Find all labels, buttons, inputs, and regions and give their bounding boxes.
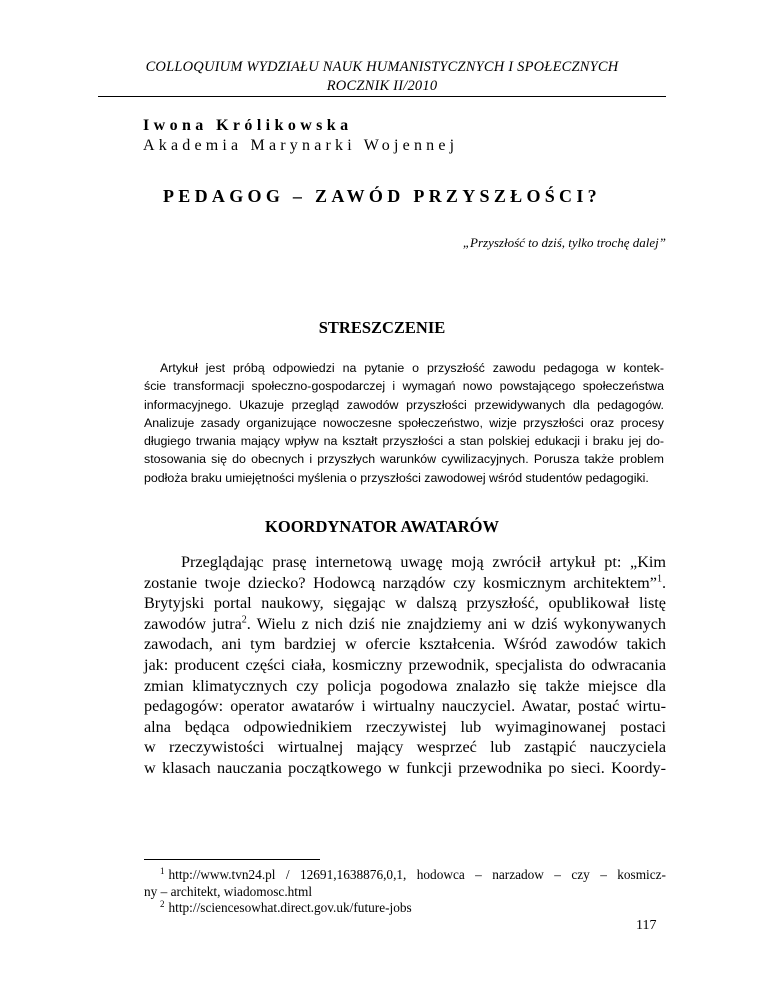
- abstract-line: podłoża braku umiejętności myślenia o przyszłości zawodowej wśród studentów pedagogiki.: [144, 470, 649, 485]
- body-line: Brytyjski portal naukowy, sięgając w dalszą przyszłość, opublikował listę: [144, 594, 666, 613]
- header-rule: [98, 96, 666, 97]
- body-line-text: zostanie twoje dziecko? Hodowcą narządów czy kosmicznym architektem”: [144, 573, 657, 592]
- footnote-mark: 2: [160, 898, 165, 909]
- body-line: w klasach nauczania początkowego w funkcji przewodnika po sieci. Koordy-: [144, 758, 666, 777]
- footnote-link[interactable]: http://www.tvn24.pl / 12691,1638876,0,1, hodowca – narzadow – czy – kosmicz-: [168, 867, 666, 882]
- body-line: [144, 573, 666, 594]
- footnote-ref-2[interactable]: 2: [241, 614, 247, 626]
- abstract-line: stosowania się do obecnych i przyszłych warunków cywilizacyjnych. Porusza także problem: [144, 452, 664, 467]
- footnote-1: [144, 867, 666, 884]
- footnotes: [144, 867, 666, 917]
- journal-volume: ROCZNIK II/2010: [326, 78, 438, 94]
- body-line-text: zawodów jutra: [144, 614, 242, 633]
- article-title: PEDAGOG – ZAWÓD PRZYSZŁOŚCI?: [163, 186, 601, 206]
- journal-header: [98, 58, 666, 96]
- footnote-mark: 1: [160, 865, 165, 876]
- abstract-heading: STRESZCZENIE: [318, 318, 446, 337]
- body-line: zmian klimatycznych czy policja pogodowa znalazło się także miejsce dla: [144, 676, 666, 695]
- footnote-separator: [144, 859, 320, 860]
- footnote-1-continued[interactable]: ny – architekt, wiadomosc.html: [144, 883, 313, 899]
- body-line-text: . Wielu z nich dziś nie znajdziemy ani w dziś wykonywanych: [246, 614, 666, 633]
- footnote-ref-1[interactable]: 1: [656, 573, 662, 585]
- section-heading: KOORDYNATOR AWATARÓW: [265, 517, 499, 536]
- abstract-line: długiego trwania mający wpływ na kształt przyszłości a stan polskiej edukacji i braku jej do-: [144, 434, 664, 449]
- footnote-link[interactable]: http://sciencesowhat.direct.gov.uk/future-jobs: [168, 900, 412, 915]
- page-number: 117: [636, 918, 657, 933]
- body-line: pedagogów: operator awatarów i wirtualny nauczyciel. Awatar, postać wirtu-: [144, 697, 666, 716]
- footnote-2: [144, 900, 666, 917]
- abstract-line: ście transformacji społeczno-gospodarczej i wymagań nowo powstającego społeczeństwa: [144, 379, 664, 394]
- journal-title: COLLOQUIUM WYDZIAŁU NAUK HUMANISTYCZNYCH I SPOŁECZNYCH: [145, 59, 619, 75]
- body-line: Przeglądając prasę internetową uwagę moją zwrócił artykuł pt: „Kim: [181, 553, 666, 571]
- body-line-text: .: [661, 573, 666, 592]
- author-affiliation: Akademia Marynarki Wojennej: [143, 137, 459, 154]
- abstract-line: Artykuł jest próbą odpowiedzi na pytanie o przyszłość zawodu pedagoga w kontek-: [160, 361, 664, 375]
- body-line: alna będąca odpowiednikiem rzeczywistej lub wyimaginowanej postaci: [144, 717, 666, 736]
- abstract-line: informacyjnego. Ukazuje przegląd zawodów przyszłości przewidywanych dla pedagogów.: [144, 397, 664, 412]
- abstract-line: Analizuje zasady organizujące nowoczesne społeczeństwo, wizje przyszłości oraz procesy: [144, 415, 664, 430]
- body-line: w rzeczywistości wirtualnej mający wesprzeć lub zastąpić nauczyciela: [144, 738, 666, 757]
- abstract-text: [144, 359, 664, 487]
- body-line: zawodach, ani tym bardziej w ofercie kształcenia. Wśród zawodów takich: [144, 635, 666, 654]
- body-line: jak: producent części ciała, kosmiczny przewodnik, specjalista do odwracania: [144, 655, 666, 674]
- body-line: [144, 614, 666, 635]
- motto-quote: „Przyszłość to dziś, tylko trochę dalej”: [462, 235, 666, 250]
- author-name: Iwona Królikowska: [143, 117, 353, 134]
- body-paragraph: [144, 552, 666, 779]
- author-block: [143, 116, 458, 156]
